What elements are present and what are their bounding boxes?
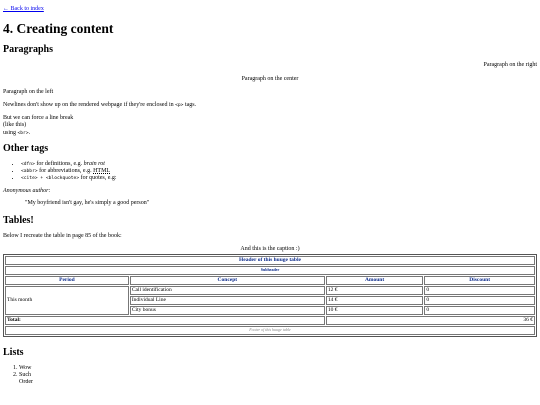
amount-cell: 14 € [326,296,423,305]
blockquote: "My boyfriend isn't gay, he's simply a good person" [25,200,150,207]
ordered-list [3,365,537,385]
column-header-amount: Amount [326,276,423,285]
list-item [21,168,537,175]
dfn-example: brain rot [83,160,105,167]
list-item: 1. Wow [19,365,537,372]
data-table [3,246,537,337]
total-label: Total: [5,316,325,325]
other-tags-list [3,161,537,183]
period-cell: This month [5,286,129,315]
discount-cell: 0 [424,306,535,315]
newline-text: Newlines don't show up on the rendered webpage if they're enclosed in [3,101,174,108]
abbr-code: <abbr> [21,168,38,174]
page-title: 4. Creating content [3,21,114,37]
break-line-3-end: . [28,129,31,136]
concept-cell: City bonus [130,306,325,315]
column-header-discount: Discount [424,276,535,285]
paragraph-left: Paragraph on the left [3,88,54,95]
concept-cell: Call identification [130,286,325,295]
total-row [5,316,535,325]
discount-cell: 0 [424,286,535,295]
amount-cell: 10 € [326,306,423,315]
abbr-text: for abbreviations, e.g. [39,167,92,174]
table-caption: And this is the caption :) [240,245,300,252]
cite-text: for quotes, e.g: [80,175,117,182]
column-header-period: Period [5,276,129,285]
tables-intro: Below I recreate the table in page 85 of the book: [3,232,122,239]
abbr-example[interactable]: HTML [93,167,111,174]
list-item: 3. Order [19,379,537,385]
total-value: 36 € [326,316,535,325]
p-tag-code: <p> [175,102,184,108]
paragraph-right: Paragraph on the right [483,62,537,69]
cite-code: <cite> + <blockquote> [21,176,80,182]
dfn-text: for definitions, e.g. [36,160,83,167]
other-tags-heading: Other tags [3,142,49,154]
dfn-code: <dfn> [21,161,35,167]
br-tag-code: <br> [17,130,29,136]
line-break-paragraph [3,115,537,137]
newline-paragraph [3,102,537,109]
break-line-2: (like this) [3,122,27,129]
list-item [21,161,537,168]
tables-heading: Tables! [3,214,34,226]
table-header: Header of this huuge table [5,256,535,265]
paragraphs-heading: Paragraphs [3,44,53,56]
lists-heading: Lists [3,347,24,358]
paragraph-center: Paragraph on the center [241,75,299,82]
list-item [21,175,537,182]
back-to-index-link[interactable]: ← Back to index [3,6,44,12]
quote-author: Anonymous author: [3,188,51,195]
amount-cell: 12 € [326,286,423,295]
list-item: 2. Such [19,372,537,379]
break-line-1: But we can force a line break [3,115,74,122]
column-header-concept: Concept [130,276,325,285]
break-line-3: using [3,129,17,136]
table-footer: Footer of this huuge table [5,326,535,335]
concept-cell: Individual Line [130,296,325,305]
table-subheader: Subheader [5,266,535,275]
discount-cell: 0 [424,296,535,305]
table-row [5,286,535,295]
newline-text-end: tags. [184,101,197,108]
